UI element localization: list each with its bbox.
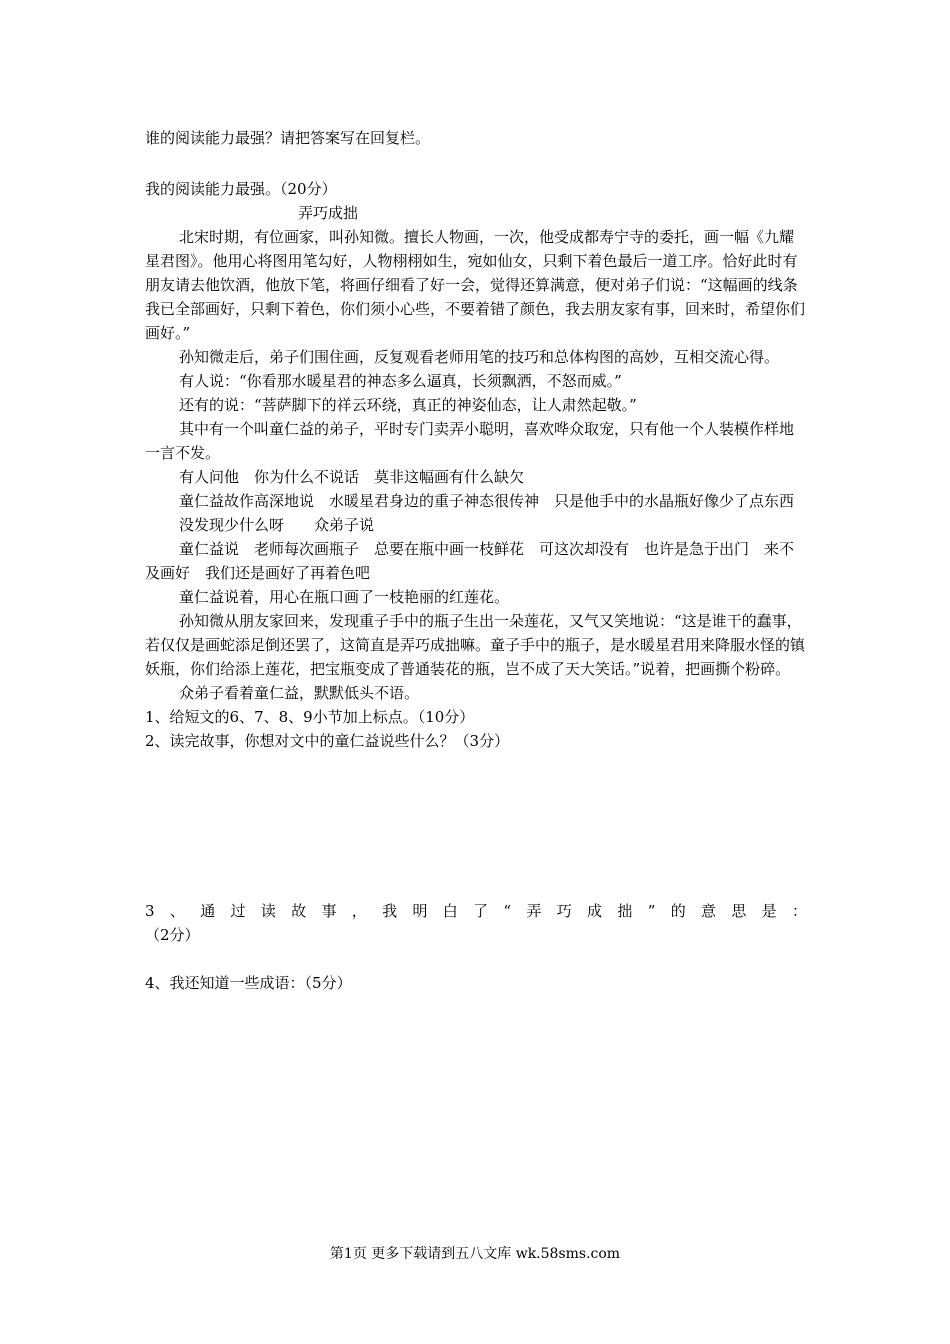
intro-question: 谁的阅读能力最强？请把答案写在回复栏。: [145, 129, 431, 147]
story-paragraph-4: 还有的说：“菩萨脚下的祥云环绕，真正的神姿仙态，让人肃然起敬。”: [179, 396, 637, 414]
question-3-line-2: （2分）: [145, 926, 200, 944]
story-paragraph-3: 有人说：“你看那水暖星君的神态多么逼真，长须飘洒，不怒而威。”: [179, 372, 622, 390]
question-2: 2、读完故事，你想对文中的童仁益说些什么？（3分）: [145, 732, 510, 750]
intro-claim: 我的阅读能力最强。（20分）: [145, 180, 337, 198]
question-4: 4、我还知道一些成语：（5分）: [145, 974, 352, 992]
story-paragraph-12: 众弟子看着童仁益，默默低头不语。: [179, 684, 420, 702]
page-footer: 第1页 更多下载请到五八文库 wk.58sms.com: [329, 1246, 621, 1262]
story-paragraph-2: 孙知微走后，弟子们围住画，反复观看老师用笔的技巧和总体构图的高妙，互相交流心得。: [179, 348, 780, 366]
story-title: 弄巧成拙: [298, 204, 359, 222]
story-body: [145, 225, 807, 753]
story-paragraph-1: 北宋时期，有位画家，叫孙知微。擅长人物画，一次，他受成都寿宁寺的委托，画一幅《九耀星君图》。他用心将图用笔勾好，人物栩栩如生，宛如仙女，只剩下着色最后一道工序。恰好此时有朋友请去他饮酒，他放下笔，将画仔细看了好一会，觉得还算满意，便对弟子们说：“这幅画的线条我已全部画好，只剩下着色，你们须小心些，不要着错了颜色，我去朋友家有事，回来时，希望你们画好。”: [145, 228, 806, 342]
question-1: 1、给短文的6、7、8、9小节加上标点。（10分）: [145, 708, 475, 726]
story-paragraph-6: 有人问他 你为什么不说话 莫非这幅画有什么缺欠: [179, 468, 525, 486]
story-paragraph-10: 童仁益说着，用心在瓶口画了一枝艳丽的红莲花。: [179, 588, 510, 606]
story-paragraph-11: 孙知微从朋友家回来，发现重子手中的瓶子生出一朵莲花，又气又笑地说：“这是谁干的蠢事，若仅仅是画蛇添足倒还罢了，这简直是弄巧成拙嘛。童子手中的瓶子，是水暖星君用来降服水怪的镇妖瓶，你们给添上莲花，把宝瓶变成了普通装花的瓶，岂不成了天大笑话。”说着，把画撕个粉碎。: [145, 612, 806, 678]
story-paragraph-5: 其中有一个叫童仁益的弟子，平时专门卖弄小聪明，喜欢哗众取宠，只有他一个人装模作样地一言不发。: [145, 420, 795, 462]
story-paragraph-8: 没发现少什么呀 众弟子说: [179, 516, 375, 534]
story-paragraph-7: 童仁益故作高深地说 水暖星君身边的重子神态很传神 只是他手中的水晶瓶好像少了点东西: [179, 492, 795, 510]
question-3-line-1: 3、通过读故事，我明白了“弄巧成拙”的意思是：: [145, 902, 807, 920]
story-paragraph-9: 童仁益说 老师每次画瓶子 总要在瓶中画一枝鲜花 可这次却没有 也许是急于出门 来不及画好 我们还是画好了再着色吧: [145, 540, 795, 582]
